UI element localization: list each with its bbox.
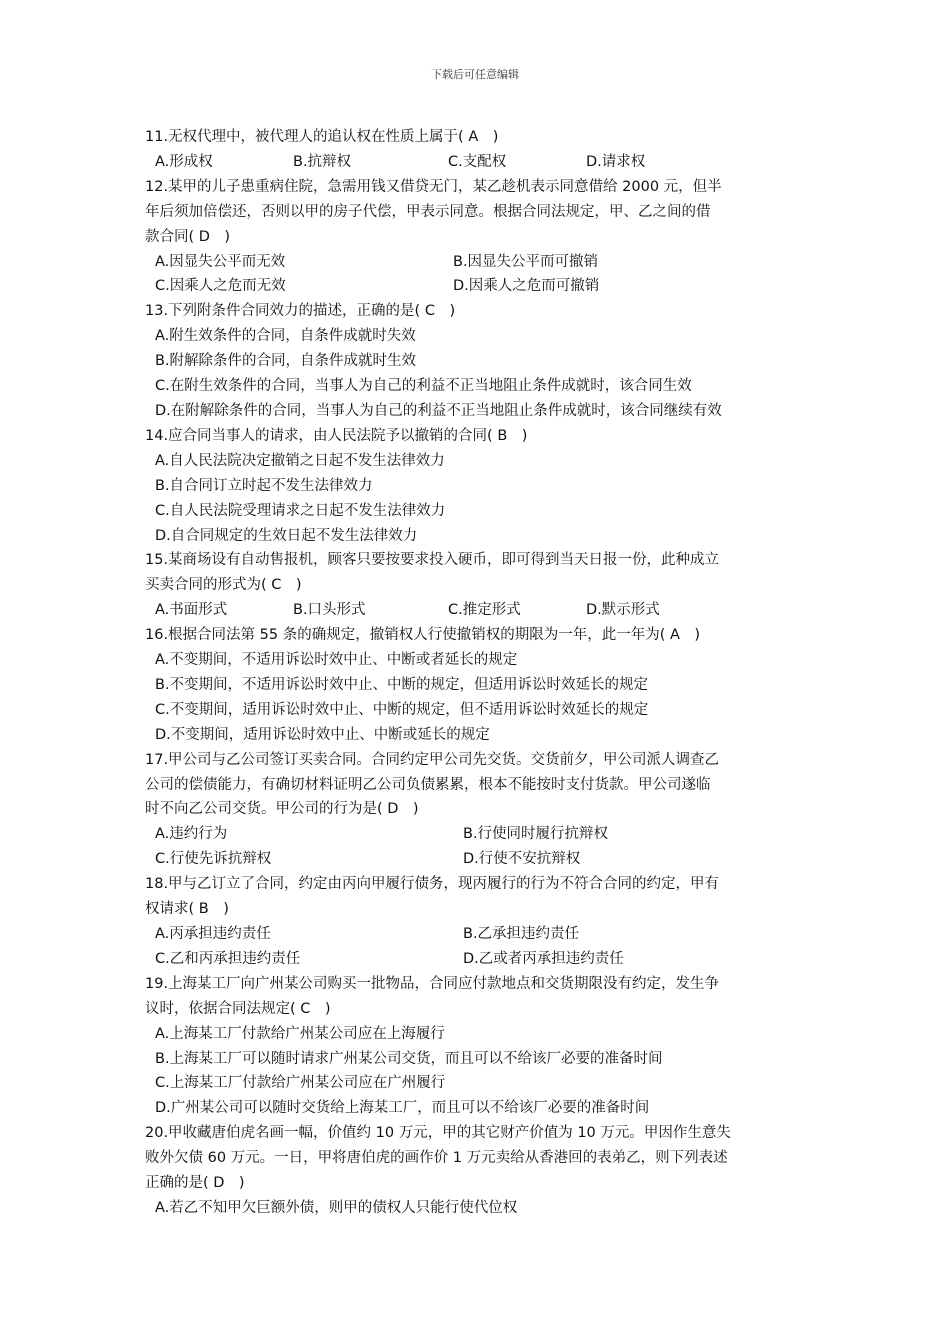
- question-stem: 14.应合同当事人的请求，由人民法院予以撤销的合同( B ): [145, 427, 528, 444]
- option-row: [145, 947, 815, 972]
- page-header: 下载后可任意编辑: [431, 68, 519, 81]
- option-d: D.因乘人之危而可撤销: [453, 278, 600, 295]
- option-b: B.乙承担违约责任: [463, 926, 580, 942]
- option-a: A.上海某工厂付款给广州某公司应在上海履行: [155, 1025, 445, 1042]
- option-c: C.上海某工厂付款给广州某公司应在广州履行: [155, 1075, 446, 1092]
- question-12: [145, 175, 815, 300]
- option-c: C.推定形式: [448, 602, 521, 619]
- question-stem-line: 公司的偿债能力，有确切材料证明乙公司负债累累，根本不能按时支付货款。甲公司遂临: [145, 776, 711, 793]
- option-d: D.默示形式: [586, 602, 660, 619]
- option-c: C.行使先诉抗辩权: [155, 851, 272, 868]
- option-a: A.不变期间，不适用诉讼时效中止、中断或者延长的规定: [155, 652, 518, 669]
- question-stem-line: 19.上海某工厂向广州某公司购买一批物品，合同应付款地点和交货期限没有约定，发生争: [145, 975, 720, 992]
- option-d: D.乙或者丙承担违约责任: [463, 950, 624, 967]
- option-a: A.自人民法院决定撤销之日起不发生法律效力: [155, 452, 445, 469]
- question-stem-line: 12.某甲的儿子患重病住院，急需用钱又借贷无门，某乙趁机表示同意借给 2000 元，但半: [145, 178, 722, 195]
- option-d: D.请求权: [586, 153, 646, 170]
- option-row: [145, 847, 815, 872]
- option-b: B.不变期间，不适用诉讼时效中止、中断的规定，但适用诉讼时效延长的规定: [155, 676, 649, 693]
- question-stem-line: 18.甲与乙订立了合同，约定由丙向甲履行债务，现丙履行的行为不符合合同的约定，甲有: [145, 876, 720, 893]
- option-a: A.书面形式: [155, 602, 228, 619]
- question-stem: 16.根据合同法第 55 条的确规定，撤销权人行使撤销权的期限为一年，此一年为( A ): [145, 627, 701, 644]
- question-stem-line: 年后须加倍偿还，否则以甲的房子代偿，甲表示同意。根据合同法规定，甲、乙之间的借: [145, 203, 711, 220]
- question-16: [145, 623, 815, 748]
- question-stem-line: 17.甲公司与乙公司签订买卖合同。合同约定甲公司先交货。交货前夕，甲公司派人调查乙: [145, 751, 720, 768]
- option-d: D.在附解除条件的合同，当事人为自己的利益不正当地阻止条件成就时，该合同继续有效: [155, 402, 722, 419]
- option-b: B.抗辩权: [293, 153, 352, 170]
- question-stem: 13.下列附条件合同效力的描述，正确的是( C ): [145, 303, 456, 320]
- question-17: [145, 748, 815, 873]
- question-11: [145, 125, 815, 175]
- question-stem-line: 买卖合同的形式为( C ): [145, 577, 302, 594]
- option-c: C.支配权: [448, 153, 507, 170]
- question-stem-line: 时不向乙公司交货。甲公司的行为是( D ): [145, 801, 419, 818]
- option-d: D.不变期间，适用诉讼时效中止、中断或延长的规定: [155, 726, 490, 743]
- question-stem-line: 20.甲收藏唐伯虎名画一幅，价值约 10 万元，甲的其它财产价值为 10 万元。甲因作生意失: [145, 1125, 731, 1142]
- option-b: B.上海某工厂可以随时请求广州某公司交货，而且可以不给该厂必要的准备时间: [155, 1050, 663, 1067]
- question-stem-line: 15.某商场设有自动售报机，顾客只要按要求投入硬币，即可得到当天日报一份，此种成立: [145, 552, 720, 569]
- option-row: [145, 922, 815, 947]
- option-d: D.自合同规定的生效日起不发生法律效力: [155, 527, 418, 544]
- question-stem-line: 权请求( B ): [145, 901, 229, 918]
- option-c: C.乙和丙承担违约责任: [155, 950, 301, 967]
- question-20: [145, 1121, 815, 1221]
- option-a: A.形成权: [155, 153, 213, 170]
- question-13: [145, 299, 815, 424]
- option-row: [145, 150, 815, 175]
- question-stem-line: 正确的是( D ): [145, 1175, 245, 1192]
- question-19: [145, 972, 815, 1121]
- question-stem-line: 议时，依据合同法规定( C ): [145, 1000, 331, 1017]
- question-18: [145, 872, 815, 972]
- option-c: C.不变期间，适用诉讼时效中止、中断的规定，但不适用诉讼时效延长的规定: [155, 701, 649, 718]
- question-stem-line: 败外欠债 60 万元。一日，甲将唐伯虎的画作价 1 万元卖给从香港回的表弟乙，则下列表述: [145, 1150, 728, 1167]
- option-a: A.附生效条件的合同，自条件成就时失效: [155, 328, 416, 345]
- option-c: C.因乘人之危而无效: [155, 278, 286, 295]
- option-d: D.行使不安抗辩权: [463, 851, 581, 868]
- option-c: C.在附生效条件的合同，当事人为自己的利益不正当地阻止条件成就时，该合同生效: [155, 378, 692, 395]
- question-15: [145, 548, 815, 623]
- question-stem-line: 款合同( D ): [145, 228, 231, 245]
- question-list: [145, 125, 815, 1221]
- question-stem: 11.无权代理中，被代理人的追认权在性质上属于( A ): [145, 129, 499, 145]
- question-14: [145, 424, 815, 549]
- option-row: [145, 598, 815, 623]
- option-row: [145, 274, 815, 299]
- option-b: B.因显失公平而可撤销: [453, 253, 599, 270]
- option-row: [145, 822, 815, 847]
- option-a: A.因显失公平而无效: [155, 253, 286, 270]
- option-a: A.违约行为: [155, 826, 228, 843]
- option-b: B.附解除条件的合同，自条件成就时生效: [155, 353, 417, 370]
- option-a: A.若乙不知甲欠巨额外债，则甲的债权人只能行使代位权: [155, 1199, 518, 1216]
- option-row: [145, 250, 815, 275]
- option-b: B.口头形式: [293, 602, 366, 619]
- option-b: B.行使同时履行抗辩权: [463, 826, 609, 843]
- option-a: A.丙承担违约责任: [155, 926, 271, 942]
- option-b: B.自合同订立时起不发生法律效力: [155, 477, 373, 494]
- option-c: C.自人民法院受理请求之日起不发生法律效力: [155, 502, 446, 519]
- option-d: D.广州某公司可以随时交货给上海某工厂，而且可以不给该厂必要的准备时间: [155, 1100, 650, 1117]
